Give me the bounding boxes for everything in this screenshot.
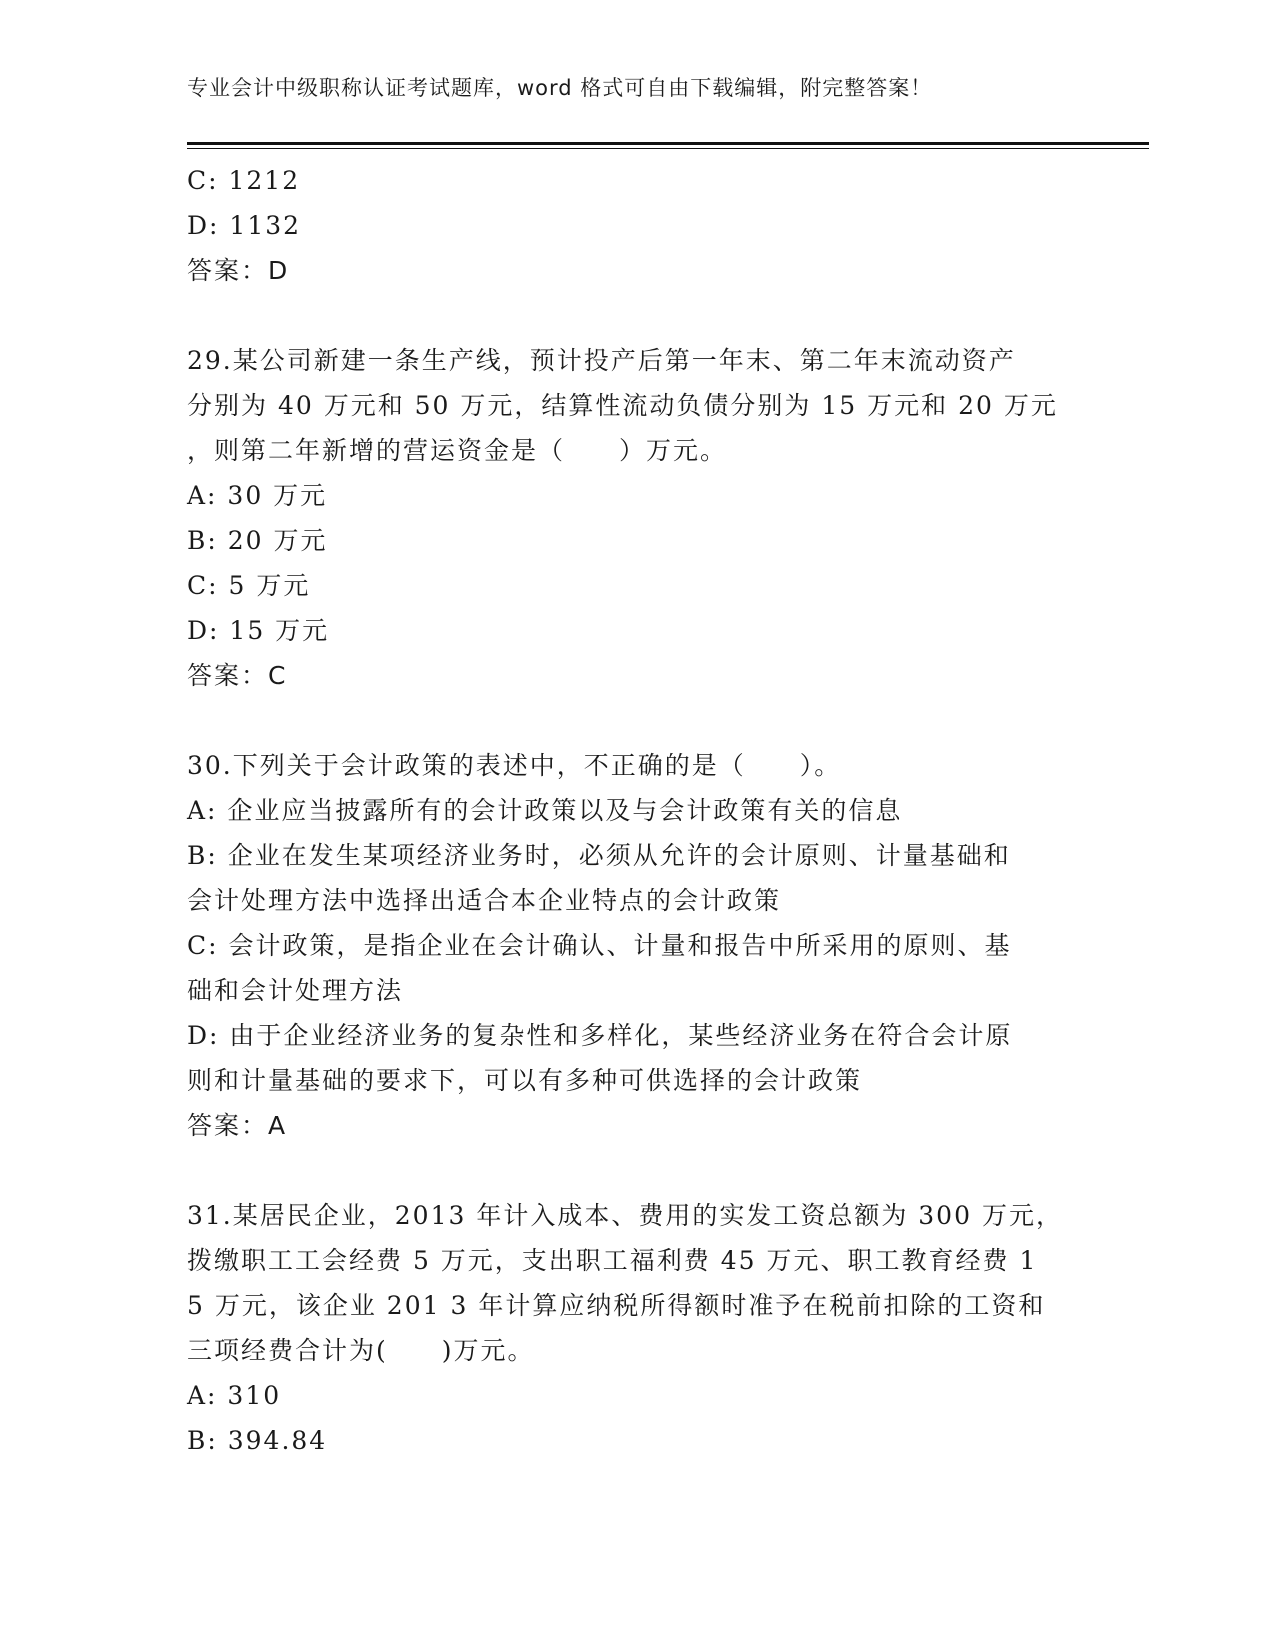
q30-option-b-line-2: 会计处理方法中选择出适合本企业特点的会计政策 [187, 886, 782, 915]
q29-stem-line-2: 分别为 40 万元和 50 万元，结算性流动负债分别为 15 万元和 20 万元 [187, 391, 1058, 420]
spacer [187, 293, 1087, 338]
spacer [187, 1148, 1087, 1193]
q29-answer: 答案：C [187, 661, 288, 690]
option-d: D: 1132 [187, 211, 302, 240]
q30-stem-line-1: 30.下列关于会计政策的表述中，不正确的是（ ）。 [187, 751, 842, 780]
spacer [187, 698, 1087, 743]
q31-option-a: A: 310 [187, 1381, 282, 1410]
q29-stem-line-3: ，则第二年新增的营运资金是（ ）万元。 [187, 436, 728, 465]
q30-option-c-line-2: 础和会计处理方法 [187, 976, 404, 1005]
q30-answer: 答案：A [187, 1111, 288, 1140]
q29-option-b: B: 20 万元 [187, 526, 328, 555]
q30-option-d-line-2: 则和计量基础的要求下，可以有多种可供选择的会计政策 [187, 1066, 863, 1095]
q29-option-a: A: 30 万元 [187, 481, 328, 510]
q29-stem-line-1: 29.某公司新建一条生产线，预计投产后第一年末、第二年末流动资产 [187, 346, 1016, 375]
q29-option-c: C: 5 万元 [187, 571, 311, 600]
q30-option-a: A: 企业应当披露所有的会计政策以及与会计政策有关的信息 [187, 796, 903, 825]
header-rule-thick [187, 142, 1149, 145]
page-header: 专业会计中级职称认证考试题库，word 格式可自由下载编辑，附完整答案！ [187, 76, 933, 100]
header-rule-thin [187, 148, 1149, 149]
answer-line: 答案：D [187, 256, 290, 285]
option-c: C: 1212 [187, 166, 301, 195]
q30-option-d-line-1: D: 由于企业经济业务的复杂性和多样化，某些经济业务在符合会计原 [187, 1021, 1013, 1050]
q31-stem-line-4: 三项经费合计为( )万元。 [187, 1336, 535, 1365]
question-content [187, 158, 1087, 1463]
q31-stem-line-1: 31.某居民企业，2013 年计入成本、费用的实发工资总额为 300 万元， [187, 1201, 1063, 1230]
q31-stem-line-2: 拨缴职工工会经费 5 万元，支出职工福利费 45 万元、职工教育经费 1 [187, 1246, 1038, 1275]
q30-option-c-line-1: C: 会计政策，是指企业在会计确认、计量和报告中所采用的原则、基 [187, 931, 1012, 960]
q31-stem-line-3: 5 万元，该企业 201 3 年计算应纳税所得额时准予在税前扣除的工资和 [187, 1291, 1046, 1320]
q30-option-b-line-1: B: 企业在发生某项经济业务时，必须从允许的会计原则、计量基础和 [187, 841, 1011, 870]
q31-option-b: B: 394.84 [187, 1426, 328, 1455]
q29-option-d: D: 15 万元 [187, 616, 330, 645]
